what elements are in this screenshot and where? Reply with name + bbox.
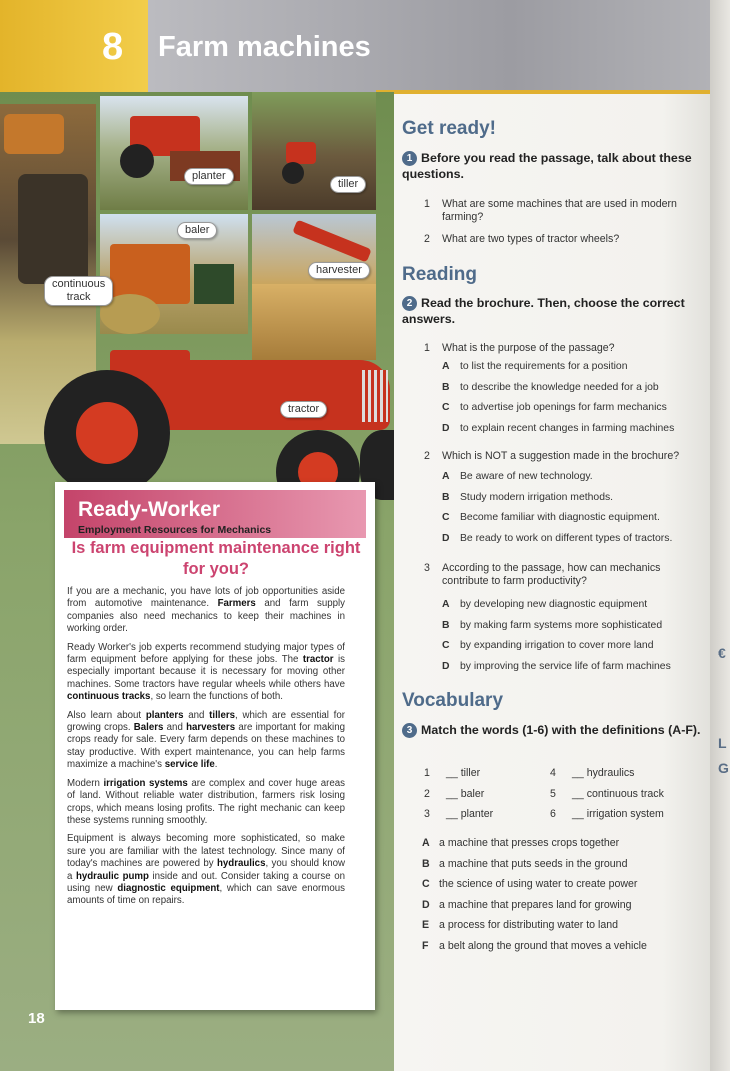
unit-title: Farm machines — [158, 31, 371, 63]
vocabulary-word — [424, 788, 484, 800]
unit-header — [0, 0, 730, 92]
option-letter: B — [442, 491, 450, 503]
vocabulary-word — [424, 808, 493, 820]
option-letter: D — [442, 532, 450, 544]
vocabulary-word — [424, 767, 480, 779]
reading-instruction — [402, 295, 702, 327]
word-number: 4 — [550, 767, 556, 779]
brochure-paragraph: If you are a mechanic, you have lots of job opportunities aside from automotive maintenance. Farmers and farm supply companies also need mechanics to keep their machines in working order. — [67, 586, 345, 635]
option-text: by expanding irrigation to cover more land — [460, 640, 654, 651]
definition-letter: F — [422, 939, 429, 952]
option-text: to describe the knowledge needed for a job — [460, 381, 659, 393]
harvester-label: harvester — [308, 262, 370, 279]
definition-letter: A — [422, 837, 430, 849]
answer-option — [442, 422, 708, 435]
brochure-banner — [64, 490, 366, 538]
brochure-paragraph: Ready Worker's job experts recommend studying major types of farm equipment before applying for these jobs. The tractor is especially important because it is necessary for moving other machines. Some tractors have regular wheels while others have continuous tracks, so learn the functions of both. — [67, 641, 346, 703]
word-text: __ baler — [446, 787, 485, 800]
edge-mark-char: € — [718, 645, 726, 661]
question-number: 2 — [424, 233, 430, 245]
unit-number: 8 — [102, 26, 124, 68]
option-text: to advertise job openings for farm mechanics — [460, 402, 667, 413]
option-letter: A — [442, 471, 450, 482]
vocabulary-word — [550, 788, 664, 800]
brochure — [55, 482, 375, 1010]
get-ready-heading: Get ready! — [402, 118, 496, 139]
word-text: __ irrigation system — [572, 808, 664, 820]
definition-letter: C — [422, 878, 430, 890]
get-ready-instruction — [402, 150, 702, 182]
option-letter: C — [442, 640, 450, 651]
answer-option — [442, 470, 708, 483]
answer-option — [442, 381, 708, 394]
option-text: Become familiar with diagnostic equipment. — [460, 512, 660, 523]
option-letter: C — [442, 402, 450, 413]
definition-item — [422, 899, 632, 911]
answer-option — [442, 639, 708, 652]
definition-letter: E — [422, 919, 430, 931]
definition-letter: B — [422, 857, 430, 870]
brochure-paragraph: Equipment is always becoming more sophisticated, so make sure you are familiar with the latest technology. Since many of today's machines are powered by hydraulics, you should know a hydraulic pump inside and out. Consider taking a course on using new diagnostic equipment, which can save enormous amounts of time on repairs. — [67, 833, 345, 907]
question-text: What are some machines that are used in modern farming? — [442, 198, 677, 223]
question-item — [424, 233, 708, 246]
word-number: 3 — [424, 808, 430, 820]
brochure-title: Ready-Worker — [78, 498, 220, 521]
option-letter: A — [442, 599, 450, 610]
word-number: 5 — [550, 787, 556, 800]
definition-item — [422, 837, 619, 849]
planter-label: planter — [184, 168, 234, 185]
continuous-track-label: continuous track — [44, 276, 113, 306]
reading-heading: Reading — [402, 264, 477, 285]
edge-mark-char: G — [718, 760, 729, 776]
question-number: 2 — [424, 450, 430, 462]
brochure-paragraph: Modern irrigation systems are complex and cover huge areas of land. Without reliable water distribution, farmers risk losing crops, which means losing profits. The right mechanic can keep these systems running smoothly. — [67, 777, 345, 826]
planter-photo — [100, 96, 248, 210]
page-gutter — [710, 0, 730, 1071]
option-letter: D — [442, 660, 450, 672]
definition-item — [422, 940, 647, 952]
baler-photo — [100, 214, 248, 334]
option-text: by making farm systems more sophisticated — [460, 619, 663, 631]
word-number: 6 — [550, 808, 556, 820]
question-number: 1 — [424, 198, 430, 210]
answer-option — [442, 360, 708, 373]
vocabulary-instruction — [402, 722, 702, 738]
option-text: to list the requirements for a position — [460, 361, 628, 372]
definition-text: the science of using water to create power — [439, 878, 638, 890]
instruction-text: Before you read the passage, talk about these questions. — [402, 151, 692, 181]
word-text: __ continuous track — [572, 787, 664, 800]
definition-item — [422, 919, 618, 931]
task-number: 2 — [402, 296, 417, 311]
header-accent — [0, 0, 148, 92]
question-number: 3 — [424, 562, 430, 574]
definition-text: a machine that puts seeds in the ground — [439, 857, 628, 870]
vocabulary-word — [550, 808, 664, 820]
word-text: __ hydraulics — [572, 767, 635, 779]
instruction-text: Read the brochure. Then, choose the correct answers. — [402, 296, 685, 326]
brochure-subtitle: Employment Resources for Mechanics — [78, 524, 272, 536]
answer-option — [442, 660, 708, 673]
answer-option — [442, 401, 708, 414]
word-text: __ planter — [446, 808, 494, 820]
question-text: What is the purpose of the passage? — [442, 342, 615, 354]
definition-item — [422, 858, 627, 870]
question-item — [424, 198, 708, 224]
task-number: 1 — [402, 151, 417, 166]
page-number: 18 — [28, 1010, 45, 1027]
answer-option — [442, 511, 708, 524]
tiller-label: tiller — [330, 176, 366, 193]
definition-text: a machine that presses crops together — [439, 837, 620, 849]
option-text: by improving the service life of farm machines — [460, 660, 671, 672]
definition-text: a machine that prepares land for growing — [439, 898, 632, 911]
option-letter: B — [442, 619, 450, 631]
instruction-text: Match the words (1-6) with the definitions (A-F). — [421, 723, 701, 737]
definition-text: a belt along the ground that moves a vehicle — [439, 939, 647, 952]
option-letter: A — [442, 361, 450, 372]
option-text: Be ready to work on different types of tractors. — [460, 532, 673, 544]
tractor-illustration — [40, 330, 420, 495]
answer-option — [442, 598, 708, 611]
exercise-column — [394, 94, 710, 1071]
option-letter: C — [442, 512, 450, 523]
question-item — [424, 450, 708, 463]
question-item — [424, 342, 708, 355]
answer-option — [442, 532, 708, 545]
definition-item — [422, 878, 637, 890]
option-text: Be aware of new technology. — [460, 471, 593, 482]
question-item — [424, 562, 708, 588]
word-number: 1 — [424, 767, 430, 779]
word-number: 2 — [424, 787, 430, 800]
option-text: Study modern irrigation methods. — [460, 491, 614, 503]
option-text: by developing new diagnostic equipment — [460, 599, 648, 610]
task-number: 3 — [402, 723, 417, 738]
brochure-body — [67, 586, 345, 914]
definition-letter: D — [422, 898, 430, 911]
baler-label: baler — [177, 222, 217, 239]
vocabulary-word — [550, 767, 634, 779]
option-letter: B — [442, 381, 450, 393]
answer-option — [442, 619, 708, 632]
brochure-paragraph: Also learn about planters and tillers, which are essential for growing crops. Balers and harvesters are important for making crops ready for sale. Every farm depends on these machines to stay productive. With expert maintenance, you can help farms maximize a machine's service life. — [67, 709, 345, 771]
edge-mark-char: L — [718, 735, 727, 751]
question-number: 1 — [424, 342, 430, 354]
question-text: Which is NOT a suggestion made in the brochure? — [442, 450, 680, 462]
definition-text: a process for distributing water to land — [439, 919, 619, 931]
question-text: What are two types of tractor wheels? — [442, 233, 620, 245]
option-text: to explain recent changes in farming machines — [460, 422, 675, 434]
brochure-question: Is farm equipment maintenance right for you? — [71, 539, 361, 578]
option-letter: D — [442, 422, 450, 434]
tractor-label: tractor — [280, 401, 327, 418]
answer-option — [442, 491, 708, 504]
question-text: According to the passage, how can mechanics contribute to farm productivity? — [442, 562, 661, 587]
word-text: __ tiller — [446, 767, 481, 779]
vocabulary-heading: Vocabulary — [402, 690, 504, 711]
